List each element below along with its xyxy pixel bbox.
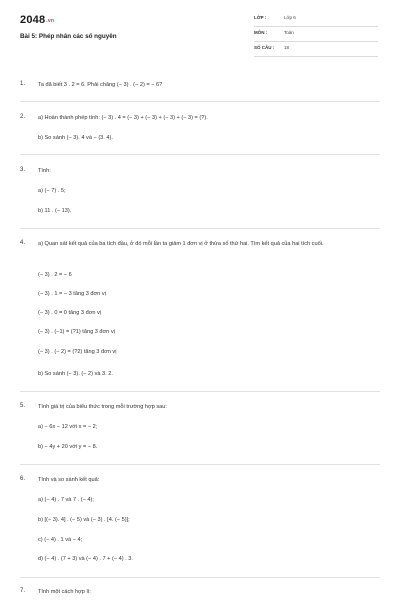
meta-value: Toán [284, 30, 294, 35]
question-divider [20, 464, 380, 465]
product-line: (− 3) . (−1) = (?1) tăng 3 đơn vị [38, 329, 115, 335]
lesson-title: Bài 5: Phép nhân các số nguyên [20, 33, 117, 40]
product-line: (− 3) . 2 = − 6 [38, 272, 72, 278]
question-number: 4. [20, 240, 26, 246]
question-part-b: b) 11 . (− 13). [38, 208, 72, 214]
question-part-a: a) Hoàn thành phép tính: (− 3) . 4 = (− 3) + (− 3) + (− 3) + (− 3) = (?). [38, 115, 208, 121]
product-line: (− 3) . 1 = − 3 tăng 3 đơn vị [38, 291, 106, 297]
question-text: Tính giá trị của biểu thức trong mỗi trường hợp sau: [38, 404, 167, 410]
meta-label: MÔN : [254, 30, 268, 35]
logo-main-text: 2048 [20, 14, 46, 26]
question-number: 2. [20, 114, 26, 120]
question-part-b: b) [(− 3). 4] . (− 5) và (− 3) . [4. (− 5)]; [38, 517, 130, 523]
question-text: Ta đã biết 3 . 2 = 6. Phải chăng (− 3) . (− 2) = − 6? [38, 82, 163, 88]
question-number: 6. [20, 476, 26, 482]
meta-row-question-count [254, 42, 378, 57]
question-part-a: a) (− 7) . 5; [38, 188, 66, 194]
question-divider [20, 228, 380, 229]
question-number: 7. [20, 588, 26, 594]
question-part-a: a) Quan sát kết quả của ba tích đầu, ở đó mỗi lần ta giảm 1 đơn vị ở thừa số thứ hai. Tìm kết quả của hai tích cuối. [38, 241, 324, 247]
question-divider [20, 101, 380, 102]
page-header [0, 0, 400, 64]
question-text: Tính và so sánh kết quả: [38, 477, 100, 483]
meta-label: LỚP : [254, 15, 267, 20]
site-logo[interactable] [20, 14, 54, 26]
meta-row-subject [254, 27, 378, 42]
question-text: Tính một cách hợp lí: [38, 589, 91, 595]
question-part-b: b) So sánh (− 3). 4 và − (3. 4). [38, 135, 113, 141]
product-line: (− 3) . 0 = 0 tăng 3 đơn vị [38, 310, 102, 316]
question-number: 5. [20, 403, 26, 409]
question-part-b: b) − 4y + 20 với y = − 8. [38, 444, 98, 450]
meta-row-class [254, 12, 378, 27]
question-divider [20, 154, 380, 155]
question-part-a: a) (− 4) . 7 và 7 . (− 4); [38, 497, 94, 503]
question-divider [20, 577, 380, 578]
product-line: (− 3) . (− 2) = (?2) tăng 3 đơn vị [38, 349, 117, 355]
logo-domain-text: .vn [46, 18, 55, 24]
question-number: 1. [20, 81, 26, 87]
question-text: Tính: [38, 168, 51, 174]
meta-value: Lớp 6 [284, 15, 296, 20]
meta-label: SỐ CÂU : [254, 45, 275, 50]
question-part-d: d) (− 4) . (7 + 3) và (− 4) . 7 + (− 4) . 3. [38, 556, 133, 562]
question-part-a: a) − 6x − 12 với x = − 2; [38, 424, 98, 430]
question-number: 3. [20, 167, 26, 173]
question-part-c: c) (− 4) . 1 và − 4; [38, 537, 83, 543]
question-divider [20, 391, 380, 392]
question-part-b: b) So sánh (− 3). (− 2) và 3. 2. [38, 371, 113, 377]
meta-value: 18 [284, 45, 290, 50]
